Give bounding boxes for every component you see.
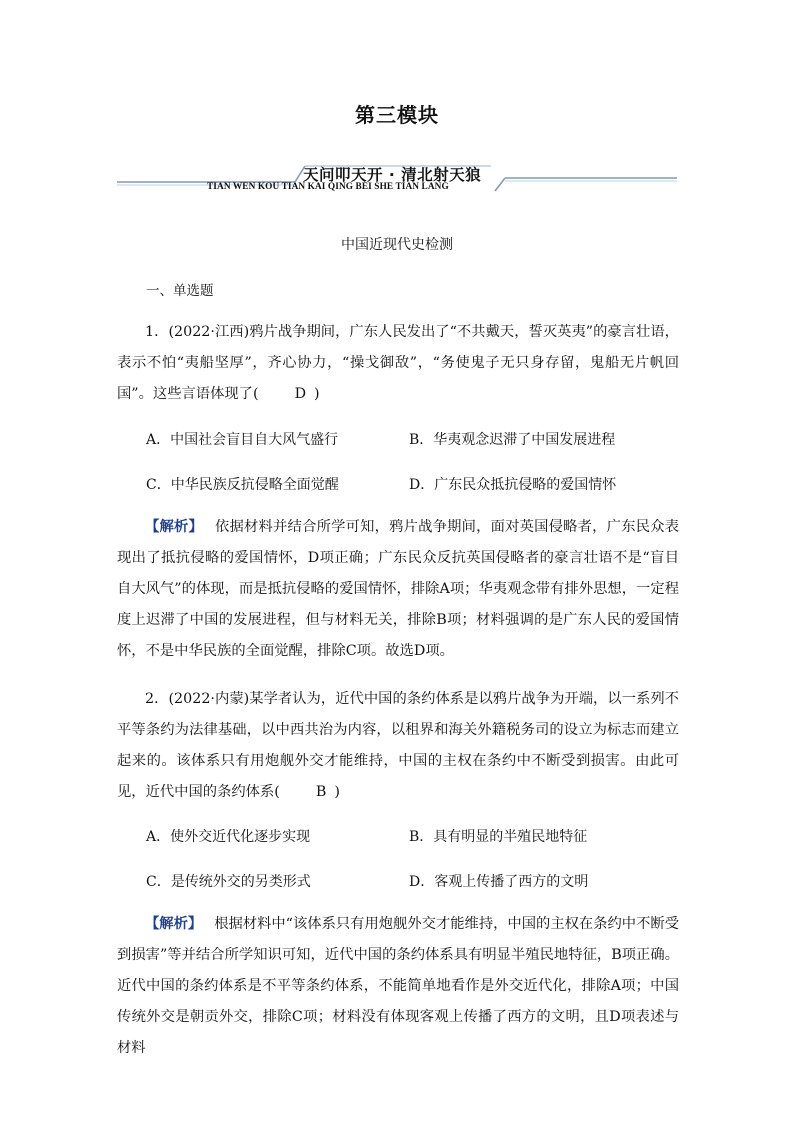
question-1-option-d: D．广东民众抵抗侵略的爱国情怀 xyxy=(409,477,617,493)
answer-letter: D xyxy=(294,386,307,402)
answer-close: ) xyxy=(334,784,340,800)
question-2-option-b: B．具有明显的半殖民地特征 xyxy=(409,829,588,845)
question-number: 2． xyxy=(145,691,169,707)
answer-close: ) xyxy=(314,386,320,402)
question-1-option-a: A．中国社会盲目自大风气盛行 xyxy=(146,432,339,448)
answer-letter: B xyxy=(315,784,327,800)
question-1-stem xyxy=(117,317,679,410)
analysis-text: 根据材料中“该体系只有用炮舰外交才能维持，中国的主权在条约中不断受到损害”等并结合所学知识可知，近代中国的条约体系具有明显半殖民地特征，B项正确。近代中国的条约体系是不平等条约体系，不能简单地看作是外交近代化，排除A项；中国传统外交是朝贡外交，排除C项；材料没有体现客观上传播了西方的文明，且D项表述与材料 xyxy=(117,916,679,1056)
question-2-stem xyxy=(117,684,679,808)
banner-title: 天问叩天开 · 清北射天狼 xyxy=(303,166,482,184)
question-2-option-d: D．客观上传播了西方的文明 xyxy=(409,874,589,890)
question-source: (2022·内蒙) xyxy=(168,691,250,707)
question-1-analysis xyxy=(117,512,679,667)
question-1-option-c: C．中华民族反抗侵略全面觉醒 xyxy=(146,477,339,493)
exam-subtitle: 中国近现代史检测 xyxy=(341,237,453,253)
question-number: 1． xyxy=(145,324,169,340)
question-2-option-a: A．使外交近代化逐步实现 xyxy=(146,829,311,845)
question-2-option-c: C．是传统外交的另类形式 xyxy=(146,874,311,890)
module-title: 第三模块 xyxy=(355,103,439,127)
question-2-analysis xyxy=(117,909,679,1064)
question-text: 鸦片战争期间，广东人民发出了“不共戴天，誓灭英夷”的豪言壮语，表示不怕“夷船坚厚”，齐心协力，“操戈御敌”，“务使鬼子无只身存留，鬼船无片帆回国”。这些言语体现了( xyxy=(117,324,679,402)
banner-subtitle: TIAN WEN KOU TIAN KAI QING BEI SHE TIAN LANG xyxy=(207,182,449,192)
analysis-text: 依据材料并结合所学可知，鸦片战争期间，面对英国侵略者，广东民众表现出了抵抗侵略的爱国情怀，D项正确；广东民众反抗英国侵略者的豪言壮语不是“盲目自大风气”的体现，而是抵抗侵略的爱国情怀，排除A项；华夷观念带有排外思想，一定程度上迟滞了中国的发展进程，但与材料无关，排除B项；材料强调的是广东人民的爱国情怀，不是中华民族的全面觉醒，排除C项。故选D项。 xyxy=(117,519,680,659)
section-heading: 一、单选题 xyxy=(146,283,214,299)
analysis-label: 【解析】 xyxy=(145,916,203,932)
question-1-option-b: B．华夷观念迟滞了中国发展进程 xyxy=(409,432,616,448)
analysis-label: 【解析】 xyxy=(145,519,204,535)
question-text: 某学者认为，近代中国的条约体系是以鸦片战争为开端，以一系列不平等条约为法律基础，以中西共治为内容，以租界和海关外籍税务司的设立为标志而建立起来的。该体系只有用炮舰外交才能维持，中国的主权在条约中不断受到损害。由此可见，近代中国的条约体系( xyxy=(117,691,679,800)
question-source: (2022·江西) xyxy=(168,324,250,340)
